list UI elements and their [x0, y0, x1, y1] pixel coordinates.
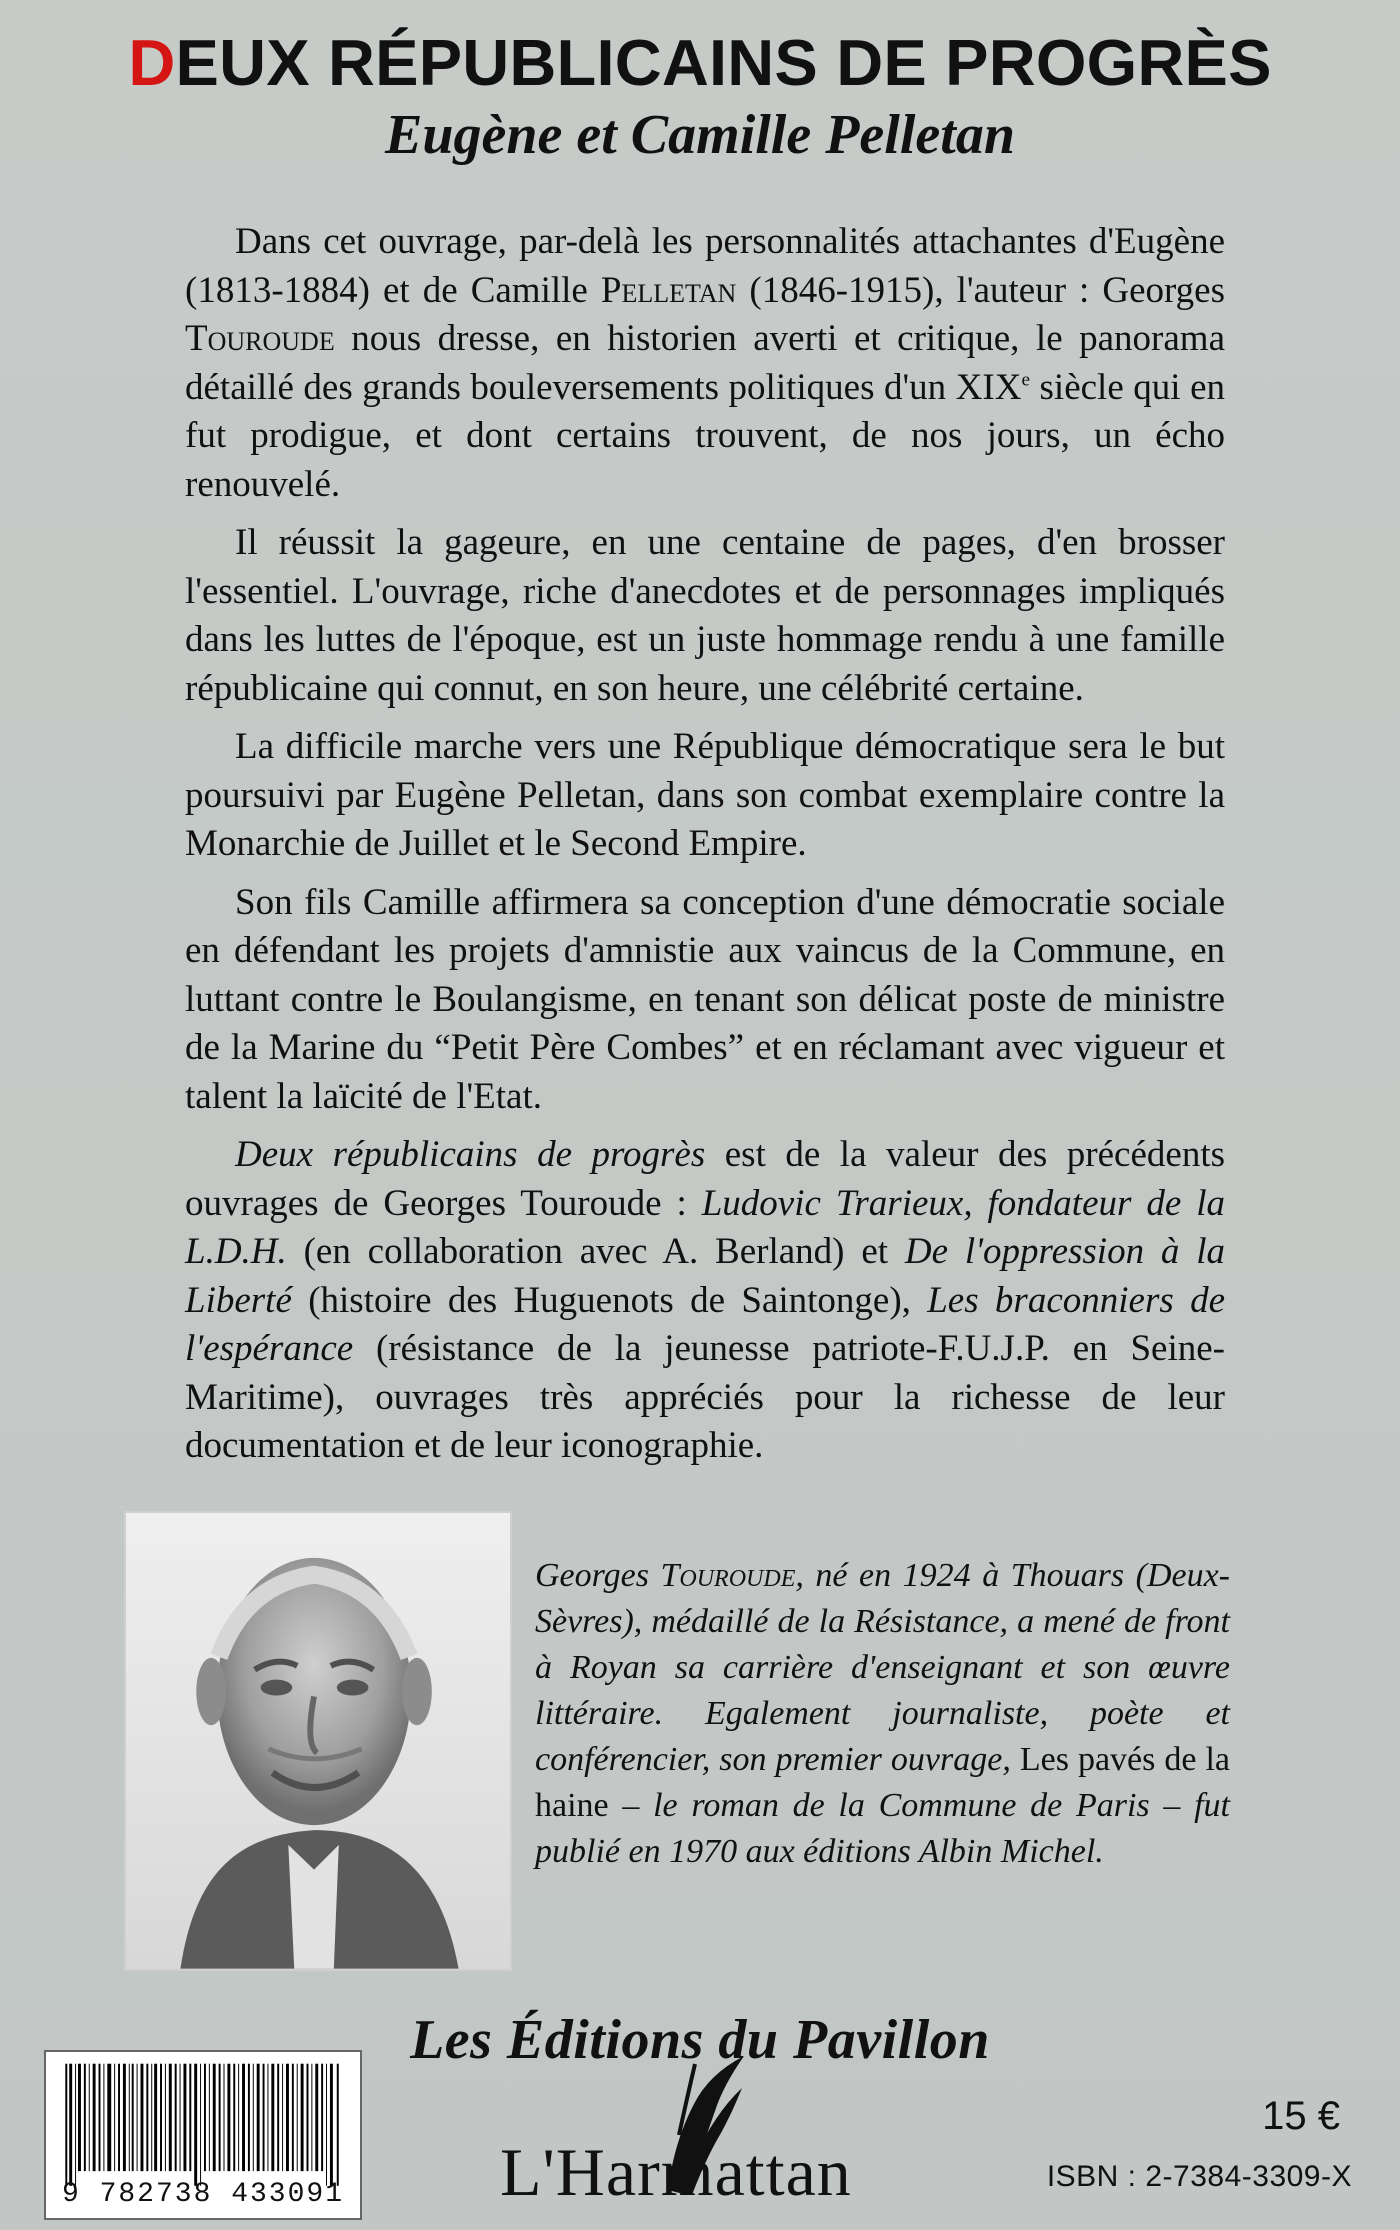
title-block: [0, 28, 1400, 165]
publisher-logo-text: L'Harmattan: [500, 2134, 852, 2210]
p5-text4: (résistance de la jeunesse patriote-F.U.J.P. en Seine-Maritime), ouvrages très appréciés pour la richesse de leur documentation et de leur iconographie.: [185, 1328, 1225, 1466]
publisher-logo: [500, 2050, 880, 2210]
author-bio-text-2: – le roman de la Commune de Paris – fut publié en 1970 aux éditions Albin Michel.: [535, 1787, 1230, 1870]
author-name-first: Georges: [535, 1557, 661, 1594]
p1-name2: Touroude: [185, 318, 335, 359]
book-subtitle: Eugène et Camille Pelletan: [385, 104, 1015, 167]
blurb-paragraph-4: Son fils Camille affirmera sa conception d'une démocratie sociale en défendant les projets d'amnistie aux vaincus de la Commune, en luttant contre le Boulangisme, en tenant son délicat poste de ministre de la Marine du “Petit Père Combes” et en réclamant avec vigueur et talent la laïcité de l'Etat.: [185, 881, 1225, 1117]
author-name-last: Touroude: [660, 1557, 796, 1594]
p5-text2: (en collaboration avec A. Berland) et: [286, 1231, 905, 1272]
author-book-title: Les pavés de la haine: [535, 1741, 1230, 1824]
blurb-paragraph-2: Il réussit la gageure, en une centaine de pages, d'en brosser l'essentiel. L'ouvrage, riche d'anecdotes et de personnages impliqués dans les luttes de l'époque, est un juste hommage rendu à une famille républicaine qui connut, en son heure, une célébrité certaine.: [185, 522, 1225, 709]
p5-italic2: Ludovic Trarieux, fondateur de la L.D.H.: [185, 1182, 1225, 1272]
title-first-letter: D: [128, 26, 176, 99]
barcode: [44, 2050, 362, 2220]
p5-text3: (histoire des Huguenots de Saintonge),: [291, 1279, 928, 1321]
publisher-series-line: Les Éditions du Pavillon: [410, 2009, 990, 2071]
p1-part1: Dans cet ouvrage, par-delà les personnalités attachantes d'Eugène (1813-1884) et de Camille: [185, 221, 1225, 311]
p1-name1: Pelletan: [600, 269, 737, 311]
blurb-paragraph-5: [185, 1131, 1225, 1471]
blurb-paragraph-3: La difficile marche vers une République démocratique sera le but poursuivi par Eugène Pelletan, dans son combat exemplaire contre la Monarchie de Juillet et le Second Empire.: [185, 726, 1225, 864]
author-photo: [124, 1511, 512, 1971]
p5-text1: est de la valeur des précédents ouvrages de Georges Touroude :: [185, 1134, 1225, 1224]
title-rest: EUX RÉPUBLICAINS DE PROGRÈS: [175, 26, 1272, 99]
author-biography: [535, 1553, 1230, 1875]
p1-part3: nous dresse, en historien averti et critique, le panorama détaillé des grands bouleversements politiques d'un XIX: [185, 318, 1225, 408]
p1-part4: siècle qui en fut prodigue, et dont certains trouvent, de nos jours, un écho renouvelé.: [185, 366, 1225, 505]
p1-part2: (1846-1915), l'auteur : Georges: [736, 269, 1225, 311]
author-portrait-image: [126, 1513, 510, 1969]
isbn: ISBN : 2-7384-3309-X: [1046, 2160, 1352, 2193]
p5-italic4: Les braconniers de l'espérance: [185, 1279, 1225, 1369]
blurb-paragraph-1: [185, 218, 1225, 509]
barcode-digits: 9 782738 433091: [61, 2179, 345, 2210]
p5-italic3: De l'oppression à la Liberté: [185, 1231, 1225, 1321]
p1-superscript: e: [1021, 369, 1031, 391]
book-title: [128, 28, 1271, 98]
author-bio-text-1: , né en 1924 à Thouars (Deux-Sèvres), médaillé de la Résistance, a mené de front à Royan sa carrière d'enseignant et son œuvre littéraire. Egalement journaliste, poète et conférencier, son premier ouvrage,: [535, 1557, 1231, 1778]
blurb-text: [185, 218, 1225, 1481]
price: 15 €: [1262, 2094, 1340, 2138]
p5-italic1: Deux républicains de progrès: [235, 1134, 706, 1175]
